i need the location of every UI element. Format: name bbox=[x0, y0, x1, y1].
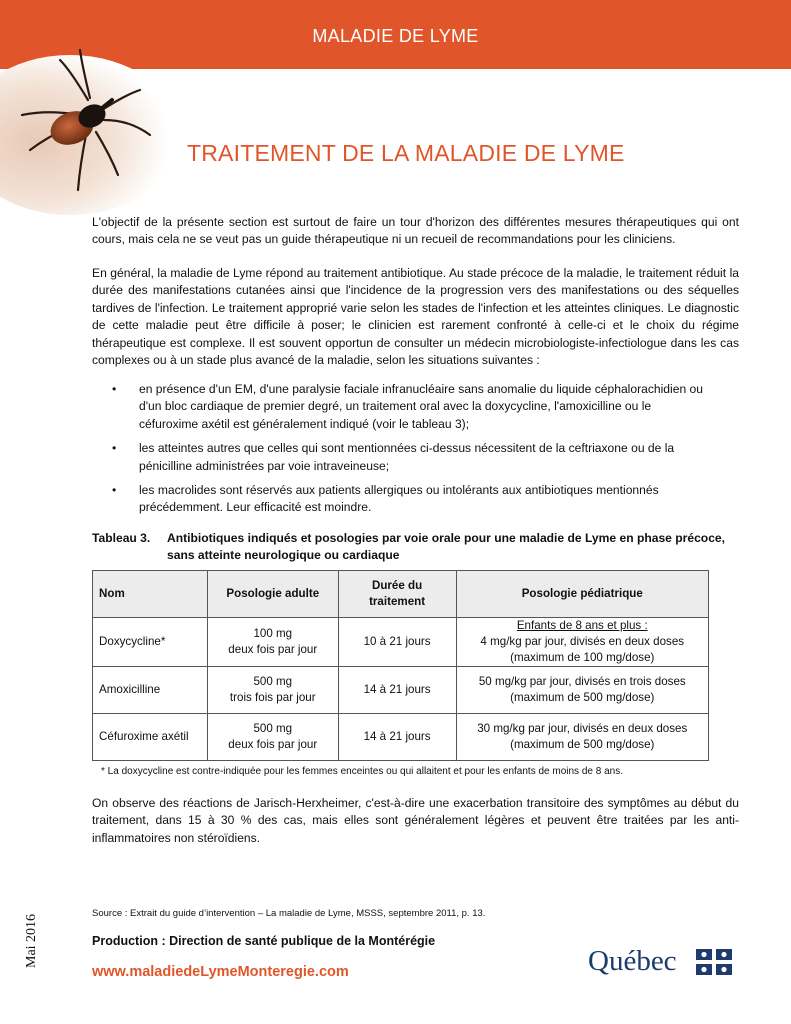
antibiotics-table bbox=[92, 570, 709, 761]
list-item-text: en présence d'un EM, d'une paralysie faciale infranucléaire sans anomalie du liquide céphalorachidien ou d'un bloc cardiaque de premier degré, un traitement oral avec la doxycycline, l'amoxicilline ou le céfuroxime axétil est généralement indiqué (voir le tableau 3); bbox=[139, 382, 703, 431]
col-header-duration-line1: Durée du bbox=[371, 579, 423, 592]
publication-date: Mai 2016 bbox=[24, 913, 39, 968]
bullet-icon: • bbox=[112, 483, 117, 498]
drug-name: Céfuroxime axétil bbox=[93, 714, 208, 761]
list-item-text: les macrolides sont réservés aux patients allergiques ou intolérants aux antibiotiques mentionnés précédemment. Leur efficacité est moindre. bbox=[139, 483, 659, 515]
treatment-paragraph: En général, la maladie de Lyme répond au traitement antibiotique. Au stade précoce de la maladie, le traitement réduit la durée des manifestations cutanées ainsi que l'incidence de la progression vers des manifestations ou des séquelles tardives de l'infection. Le traitement approprié varie selon les stades de l'infection et les atteintes cliniques. Le diagnostic de cette maladie peut être difficile à poser; le clinicien est rarement confronté à celle-ci et le choix du régime thérapeutique est complexe. Il est souvent opportun de consulter un médecin microbiologiste-infectiologue dans les cas complexes ou à un stade plus avancé de la maladie, selon les situations suivantes : bbox=[92, 266, 739, 368]
adult-dose bbox=[207, 618, 338, 667]
adult-dose-frequency: trois fois par jour bbox=[229, 691, 316, 704]
list-item bbox=[92, 440, 712, 475]
quebec-flag-icon bbox=[696, 949, 732, 975]
table-caption-text: Antibiotiques indiqués et posologies par voie orale pour une maladie de Lyme en phase précoce, sans atteinte neurologique ou cardiaque bbox=[167, 531, 726, 562]
pediatric-dose bbox=[456, 714, 708, 761]
pediatric-condition: Enfants de 8 ans et plus : bbox=[516, 619, 648, 632]
quebec-logo bbox=[588, 944, 738, 980]
bullet-icon: • bbox=[112, 382, 117, 396]
tick-illustration bbox=[0, 40, 210, 215]
pediatric-dose-max: (maximum de 500 mg/dose) bbox=[510, 691, 655, 704]
drug-name: Amoxicilline bbox=[93, 667, 208, 714]
drug-name: Doxycycline* bbox=[93, 618, 208, 667]
list-item bbox=[92, 381, 712, 433]
list-item bbox=[92, 482, 712, 517]
intro-paragraph: L'objectif de la présente section est surtout de faire un tour d'horizon des différentes mesures thérapeutiques qui ont cours, mais cela ne se veut pas un guide thérapeutique ni un recueil de recommandations pour les cliniciens. bbox=[92, 215, 739, 247]
adult-dose bbox=[207, 714, 338, 761]
banner-title: MALADIE DE LYME bbox=[312, 26, 479, 46]
adult-dose-amount: 100 mg bbox=[253, 627, 293, 640]
source-note: Source : Extrait du guide d’intervention – La maladie de Lyme, MSSS, septembre 2011, p. 13. bbox=[92, 908, 486, 919]
website-link[interactable]: www.maladiedeLymeMonteregie.com bbox=[92, 964, 349, 980]
adult-dose-amount: 500 mg bbox=[253, 722, 293, 735]
quebec-wordmark: Québec bbox=[588, 945, 677, 977]
production-credit: Production : Direction de santé publique de la Montérégie bbox=[92, 934, 436, 948]
table-row bbox=[93, 618, 709, 667]
adult-dose-frequency: deux fois par jour bbox=[228, 738, 318, 751]
col-header-adult: Posologie adulte bbox=[207, 571, 338, 618]
pediatric-dose-amount: 4 mg/kg par jour, divisés en deux doses bbox=[480, 635, 685, 648]
situations-list bbox=[92, 381, 712, 524]
col-header-pediatric: Posologie pédiatrique bbox=[456, 571, 708, 618]
pediatric-dose bbox=[456, 618, 708, 667]
table-footnote: * La doxycycline est contre-indiquée pour les femmes enceintes ou qui allaitent et pour les enfants de moins de 8 ans. bbox=[101, 766, 623, 777]
adult-dose-frequency: deux fois par jour bbox=[228, 643, 318, 656]
list-item-text: les atteintes autres que celles qui sont mentionnées ci-dessus nécessitent de la ceftriaxone ou de la pénicilline administrées par voie intraveineuse; bbox=[139, 441, 675, 473]
col-header-duration-line2: traitement bbox=[369, 595, 426, 608]
duration: 14 à 21 jours bbox=[338, 667, 456, 714]
pediatric-dose-max: (maximum de 100 mg/dose) bbox=[510, 651, 655, 664]
adult-dose-amount: 500 mg bbox=[253, 675, 293, 688]
pediatric-dose bbox=[456, 667, 708, 714]
page-title: TRAITEMENT DE LA MALADIE DE LYME bbox=[187, 140, 625, 166]
table-row bbox=[93, 667, 709, 714]
pediatric-dose-amount: 30 mg/kg par jour, divisés en deux doses bbox=[477, 722, 688, 735]
col-header-duration bbox=[338, 571, 456, 618]
table-header-row bbox=[93, 571, 709, 618]
table-row bbox=[93, 714, 709, 761]
reaction-paragraph: On observe des réactions de Jarisch-Herxheimer, c'est-à-dire une exacerbation transitoire des symptômes au début du traitement, dans 15 à 30 % des cas, mais elles sont généralement légères et peuvent être traitées par les anti-inflammatoires non stéroïdiens. bbox=[92, 796, 739, 845]
duration: 10 à 21 jours bbox=[338, 618, 456, 667]
pediatric-dose-amount: 50 mg/kg par jour, divisés en trois doses bbox=[478, 675, 686, 688]
pediatric-dose-max: (maximum de 500 mg/dose) bbox=[510, 738, 655, 751]
adult-dose bbox=[207, 667, 338, 714]
col-header-name: Nom bbox=[93, 571, 208, 618]
bullet-icon: • bbox=[112, 441, 117, 456]
duration: 14 à 21 jours bbox=[338, 714, 456, 761]
table-label: Tableau 3. bbox=[92, 531, 151, 545]
